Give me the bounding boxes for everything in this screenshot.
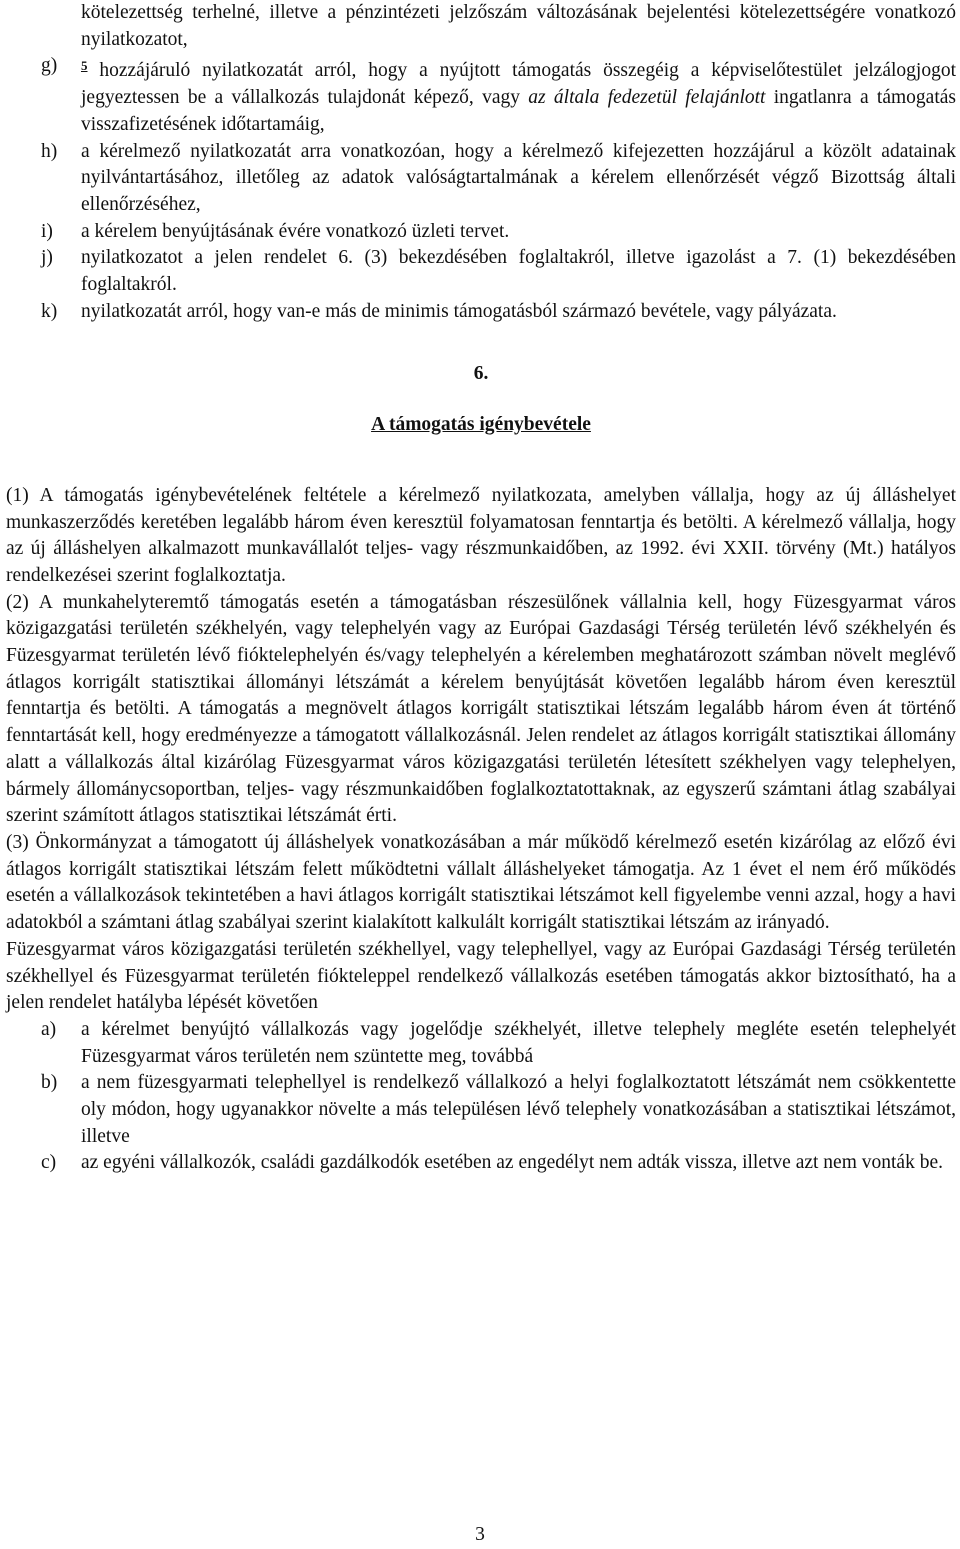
list-item-g [6, 53, 956, 138]
paragraph-1: (1) A támogatás igénybevételének feltétele a kérelmező nyilatkozata, amelyben vállalja, hogy az új álláshelyet munkaszerződés keretében legalább három éven keresztül folyamatosan fenntartja és betölti. A kérelmező vállalja, hogy az új álláshelyen alkalmazott munkavállalót teljes- vagy részmunkaidőben, az 1992. évi XXII. törvény (Mt.) hatályos rendelkezései szerint foglalkoztatja. [6, 484, 956, 586]
list-marker: h) [41, 140, 58, 162]
list-item-text: hozzájáruló nyilatkozatát arról, hogy a nyújtott támogatás összegéig a képviselőtestület jelzálogjogot jegyeztessen be a vállalkozás tulajdonát képező, vagy [81, 60, 956, 109]
paragraph-4: Füzesgyarmat város közigazgatási területén székhellyel, vagy telephellyel, vagy az Európai Gazdasági Térség területén székhellyel és Füzesgyarmat területén fiókteleppel rendelkező vállalkozás esetében támogatás akkor biztosítható, ha a jelen rendelet hatályba lépését követően [6, 938, 956, 1014]
list-item-text: a kérelmező nyilatkozatát arra vonatkozóan, hogy a kérelmező kifejezetten hozzájárul a közölt adatainak nyilvántartásához, illetőleg az adatok valóságtartalmának a kérelem ellenőrzését végző Bizottság általi ellenőrzéséhez, [81, 140, 956, 215]
section-number: 6. [473, 363, 489, 385]
section-title: A támogatás igénybevétele [371, 414, 591, 436]
list-marker: b) [41, 1072, 58, 1094]
list-item-k [6, 299, 956, 326]
list-item-continuation [6, 0, 956, 53]
list-item-text: a kérelem benyújtásának évére vonatkozó üzleti tervet. [81, 220, 510, 242]
list-marker: k) [41, 300, 58, 322]
footnote-link[interactable]: 5 [81, 58, 88, 74]
paragraph-3: (3) Önkormányzat a támogatott új álláshelyek vonatkozásában a már működő kérelmező esetén kizárólag az előző évi átlagos korrigált statisztikai létszám felett működtetni vállalt álláshelyeket támogatja. Az 1 évet el nem érő működés esetén a vállalkozások tekintetében a havi átlagos korrigált statisztikai létszámot kell figyelembe venni azzal, hogy a havi adatokból a számtani átlag szabályai szerint kialakított kalkulált korrigált statisztikai létszám az irányadó. [6, 831, 956, 934]
list-item-a [6, 1017, 956, 1070]
list-item-text: nyilatkozatot a jelen rendelet 6. (3) bekezdésében foglaltakról, illetve igazolást a 7. (1) bekezdésében foglaltakról. [81, 247, 956, 296]
page-number: 3 [475, 1524, 485, 1545]
list-marker: i) [41, 220, 53, 242]
list-marker: a) [41, 1018, 57, 1040]
list-item-text: az egyéni vállalkozók, családi gazdálkodók esetében az engedélyt nem adták vissza, illetve azt nem vonták be. [81, 1152, 943, 1174]
list-item-text: a kérelmet benyújtó vállalkozás vagy jogelődje székhelyét, illetve telephely megléte esetén telephelyét Füzesgyarmat város területén nem szüntette meg, továbbá [81, 1018, 956, 1067]
list-marker: g) [41, 55, 58, 77]
list-item-h [6, 139, 956, 219]
paragraph-2: (2) A munkahelyteremtő támogatás esetén a támogatásban részesülőnek vállalnia kell, hogy Füzesgyarmat város közigazgatási területén székhelyén, vagy telephelyén vagy az Európai Gazdasági Térség területén lévő székhelyén és Füzesgyarmat területén lévő fióktelephelyén és/vagy telephelyén a kérelemben meghatározott számban növelt meglévő átlagos korrigált statisztikai állományi létszámát a kérelem benyújtását követően legalább három éven keresztül fenntartja és betölti. A támogatás a megnövelt átlagos korrigált statisztikai létszám legalább három éven át történő fenntartását kell, hogy eredményezze a támogatott vállalkozásnál. Jelen rendelet az átlagos korrigált statisztikai állomány alatt a vállalkozás által kizárólag Füzesgyarmat város közigazgatási területén létesített székhelyen vagy telephelyen, bármely állománycsoportban, teljes- vagy részmunkaidőben foglalkoztatottaknak, az egyszerű számtani átlag szabályai szerint számított átlagos statisztikai létszámát érti. [6, 591, 956, 827]
list-marker: j) [41, 247, 53, 269]
list-item-i [6, 219, 956, 246]
list-item-j [6, 245, 956, 298]
list-item-italic-text: az általa fedezetül felajánlott [528, 87, 766, 109]
list-item-c [6, 1150, 956, 1177]
list-item-text: kötelezettség terhelné, illetve a pénzintézeti jelzőszám változásának bejelentési kötelezettségére vonatkozó nyilatkozatot, [81, 2, 956, 50]
list-marker: c) [41, 1152, 57, 1174]
document-page [6, 0, 956, 1177]
list-item-text: a nem füzesgyarmati telephellyel is rendelkező vállalkozó a helyi foglalkoztatott létszámát nem csökkentette oly módon, hogy ugyanakkor növelte a más településen lévő telephely vonatkozásában a statisztikai létszámot, illetve [81, 1072, 956, 1147]
list-item-text: ingatlanra a támogatás visszafizetésének időtartamáig, [81, 87, 956, 135]
list-item-text: nyilatkozatát arról, hogy van-e más de minimis támogatásból származó bevétele, vagy pályázata. [81, 300, 837, 322]
list-item-b [6, 1070, 956, 1150]
